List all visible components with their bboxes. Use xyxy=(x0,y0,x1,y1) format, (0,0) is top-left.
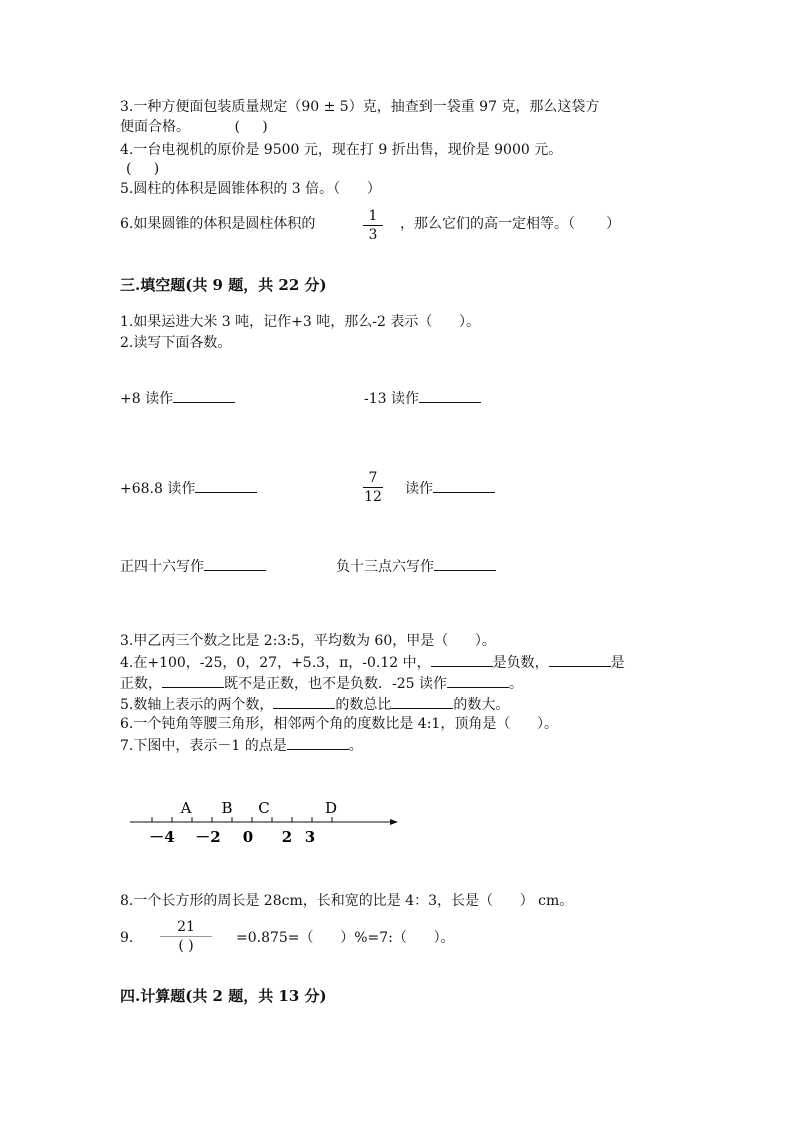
number-line-point-d: D xyxy=(324,799,338,817)
q9-fraction xyxy=(160,919,212,954)
fill-q9-rest: =0.875=（ ）%=7:（ ）。 xyxy=(236,930,455,946)
write-label: 负十三点六写作 xyxy=(336,559,434,575)
answer-blank[interactable] xyxy=(173,389,235,403)
number-line-point-b: B xyxy=(221,799,233,817)
answer-blank[interactable] xyxy=(433,479,495,493)
fill-q9-label: 9. xyxy=(120,930,134,946)
number-line-point-c: C xyxy=(258,799,270,817)
read-label: 读作 xyxy=(405,481,433,497)
number-line-label: －2 xyxy=(195,828,221,846)
fill-q8: 8.一个长方形的周长是 28cm，长和宽的比是 4：3，长是（ ） cm。 xyxy=(120,893,574,909)
fill-q2: 2.读写下面各数。 xyxy=(120,335,232,351)
fraction-denominator: 3 xyxy=(368,227,378,243)
q7-text-b: 。 xyxy=(348,738,363,754)
q4-text-d: 正数， xyxy=(120,676,162,692)
fill-q5 xyxy=(120,695,509,714)
judge-q4-line1: 4.一台电视机的原价是 9500 元，现在打 9 折出售，现价是 9000 元。 xyxy=(120,142,563,158)
read-label: +68.8 读作 xyxy=(120,481,196,497)
q5-text-a: 5.数轴上表示的两个数， xyxy=(120,697,274,713)
q4-text-f: 。 xyxy=(509,676,523,692)
read-label: +8 读作 xyxy=(120,391,174,407)
q5-text-b: 的数总比 xyxy=(335,697,392,713)
read-row1-a xyxy=(120,389,235,408)
q4-text-a: 4.在+100，-25，0，27，+5.3，π，-0.12 中， xyxy=(120,655,431,671)
read-row2-b xyxy=(405,479,495,498)
section4-title: 四.计算题(共 2 题，共 13 分) xyxy=(120,987,327,1005)
fraction-denominator: ( ) xyxy=(178,938,194,954)
number-line-figure xyxy=(120,790,410,850)
answer-blank[interactable] xyxy=(287,736,349,750)
fraction-numerator: 1 xyxy=(368,208,378,224)
arrow-right-icon xyxy=(390,819,398,825)
read-row2-a xyxy=(120,479,257,498)
answer-blank[interactable] xyxy=(162,674,224,688)
q4-text-c: 是 xyxy=(610,655,625,671)
fraction-bar xyxy=(160,936,212,937)
judge-q4-line2: ( ) xyxy=(126,161,160,177)
q4-text-e: 既不是正数，也不是负数．-25 读作 xyxy=(224,676,447,692)
q7-text-a: 7.下图中，表示－1 的点是 xyxy=(120,738,287,754)
answer-blank[interactable] xyxy=(204,557,266,571)
number-line-labels xyxy=(149,828,315,846)
fill-q1: 1.如果运进大米 3 吨，记作+3 吨，那么-2 表示（ ）。 xyxy=(120,314,481,330)
answer-blank[interactable] xyxy=(431,653,493,667)
fraction-bar xyxy=(363,487,383,488)
number-line-label: 2 xyxy=(281,828,293,846)
answer-blank[interactable] xyxy=(195,479,257,493)
fraction-numerator: 7 xyxy=(368,470,378,486)
number-line-letters xyxy=(180,799,337,817)
answer-blank[interactable] xyxy=(273,695,335,709)
q5-text-c: 的数大。 xyxy=(453,697,510,713)
judge-q6-pre: 6.如果圆锥的体积是圆柱体积的 xyxy=(120,216,316,232)
read-row2-fraction xyxy=(363,470,383,505)
answer-blank[interactable] xyxy=(447,674,509,688)
fraction-bar xyxy=(363,225,383,226)
fraction-numerator: 21 xyxy=(177,919,195,935)
fill-q4-line1 xyxy=(120,653,625,672)
number-line-label: －4 xyxy=(149,828,175,846)
read-row1-b xyxy=(364,389,481,408)
answer-blank[interactable] xyxy=(434,557,496,571)
fill-q4-line2 xyxy=(120,674,523,693)
judge-q6-fraction xyxy=(363,208,383,243)
fraction-denominator: 12 xyxy=(364,489,382,505)
judge-q6-post: ，那么它们的高一定相等。（ ） xyxy=(400,216,621,232)
number-line-label: 3 xyxy=(304,828,316,846)
judge-q3-line2: 便面合格。 ( ) xyxy=(120,119,268,135)
number-line-ticks xyxy=(152,817,332,822)
fill-q7 xyxy=(120,736,363,755)
read-label: -13 读作 xyxy=(364,391,419,407)
judge-q5: 5.圆柱的体积是圆锥体积的 3 倍。（ ） xyxy=(120,181,381,197)
answer-blank[interactable] xyxy=(549,653,611,667)
fill-q3: 3.甲乙丙三个数之比是 2:3:5，平均数为 60，甲是（ ）。 xyxy=(120,633,496,649)
write-label: 正四十六写作 xyxy=(120,559,204,575)
answer-blank[interactable] xyxy=(419,389,481,403)
judge-q3-line1: 3.一种方便面包装质量规定（90 ± 5）克，抽查到一袋重 97 克，那么这袋方 xyxy=(120,99,600,115)
number-line-point-a: A xyxy=(180,799,192,817)
fill-q6: 6.一个钝角等腰三角形，相邻两个角的度数比是 4:1，顶角是（ ）。 xyxy=(120,716,559,732)
write-row3-a xyxy=(120,557,266,576)
answer-blank[interactable] xyxy=(391,695,453,709)
number-line-label: 0 xyxy=(242,828,254,846)
write-row3-b xyxy=(336,557,496,576)
q4-text-b: 是负数， xyxy=(492,655,549,671)
section3-title: 三.填空题(共 9 题，共 22 分) xyxy=(120,276,327,294)
